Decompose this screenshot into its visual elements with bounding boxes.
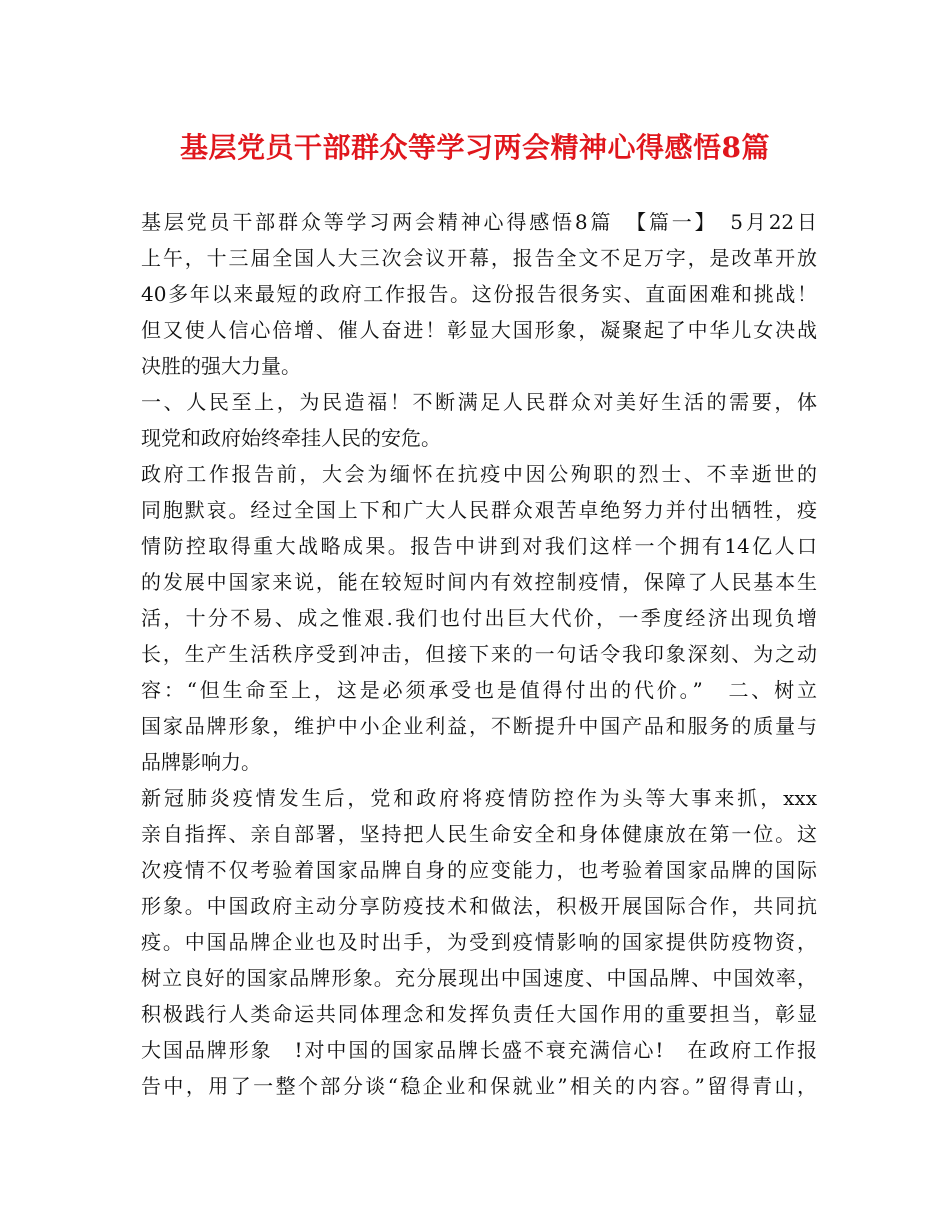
body-line: 情防控取得重大战略成果。报告中讲到对我们这样一个拥有14亿人口 xyxy=(141,534,817,558)
body-line: 活，十分不易、成之惟艰.我们也付出巨大代价，一季度经济出现负增 xyxy=(141,606,817,630)
body-line: 疫。中国品牌企业也及时出手，为受到疫情影响的国家提供防疫物资， xyxy=(141,930,817,954)
document-title: 基层党员干部群众等学习两会精神心得感悟8篇 xyxy=(180,131,770,164)
body-line: 亲自指挥、亲自部署，坚持把人民生命安全和身体健康放在第一位。这 xyxy=(141,822,817,846)
body-line: 上午，十三届全国人大三次会议开幕，报告全文不足万字，是改革开放 xyxy=(141,246,817,270)
body-line: 积极践行人类命运共同体理念和发挥负责任大国作用的重要担当，彰显 xyxy=(141,1002,817,1026)
body-line: 国家品牌形象，维护中小企业利益，不断提升中国产品和服务的质量与 xyxy=(141,714,817,738)
body-line: 容：“但生命至上，这是必须承受也是值得付出的代价。” 二、树立 xyxy=(141,678,817,702)
body-line: 形象。中国政府主动分享防疫技术和做法，积极开展国际合作，共同抗 xyxy=(141,894,817,918)
body-line: 决胜的强大力量。 xyxy=(141,354,301,378)
body-line: 次疫情不仅考验着国家品牌自身的应变能力，也考验着国家品牌的国际 xyxy=(141,858,817,882)
body-line: 品牌影响力。 xyxy=(141,750,261,774)
body-line: 树立良好的国家品牌形象。充分展现出中国速度、中国品牌、中国效率， xyxy=(141,966,817,990)
body-line: 基层党员干部群众等学习两会精神心得感悟8篇 【篇一】 5月22日 xyxy=(141,210,817,234)
body-line: 新冠肺炎疫情发生后，党和政府将疫情防控作为头等大事来抓，xxx xyxy=(141,786,817,810)
body-line: 同胞默哀。经过全国上下和广大人民群众艰苦卓绝努力并付出牺牲，疫 xyxy=(141,498,817,522)
body-line: 长，生产生活秩序受到冲击，但接下来的一句话令我印象深刻、为之动 xyxy=(141,642,817,666)
document-body xyxy=(141,204,817,1104)
body-line: 现党和政府始终牵挂人民的安危。 xyxy=(141,426,441,450)
body-line: 大国品牌形象 !对中国的国家品牌长盛不衰充满信心! 在政府工作报 xyxy=(141,1038,817,1062)
body-line: 政府工作报告前，大会为缅怀在抗疫中因公殉职的烈士、不幸逝世的 xyxy=(141,462,817,486)
body-line: 一、人民至上，为民造福！不断满足人民群众对美好生活的需要，体 xyxy=(141,390,817,414)
body-line: 40多年以来最短的政府工作报告。这份报告很务实、直面困难和挑战！ xyxy=(141,282,817,306)
body-line: 的发展中国家来说，能在较短时间内有效控制疫情，保障了人民基本生 xyxy=(141,570,817,594)
body-line: 但又使人信心倍增、催人奋进！彰显大国形象，凝聚起了中华儿女决战 xyxy=(141,318,817,342)
body-line: 告中，用了一整个部分谈“稳企业和保就业”相关的内容。”留得青山， xyxy=(141,1074,817,1098)
